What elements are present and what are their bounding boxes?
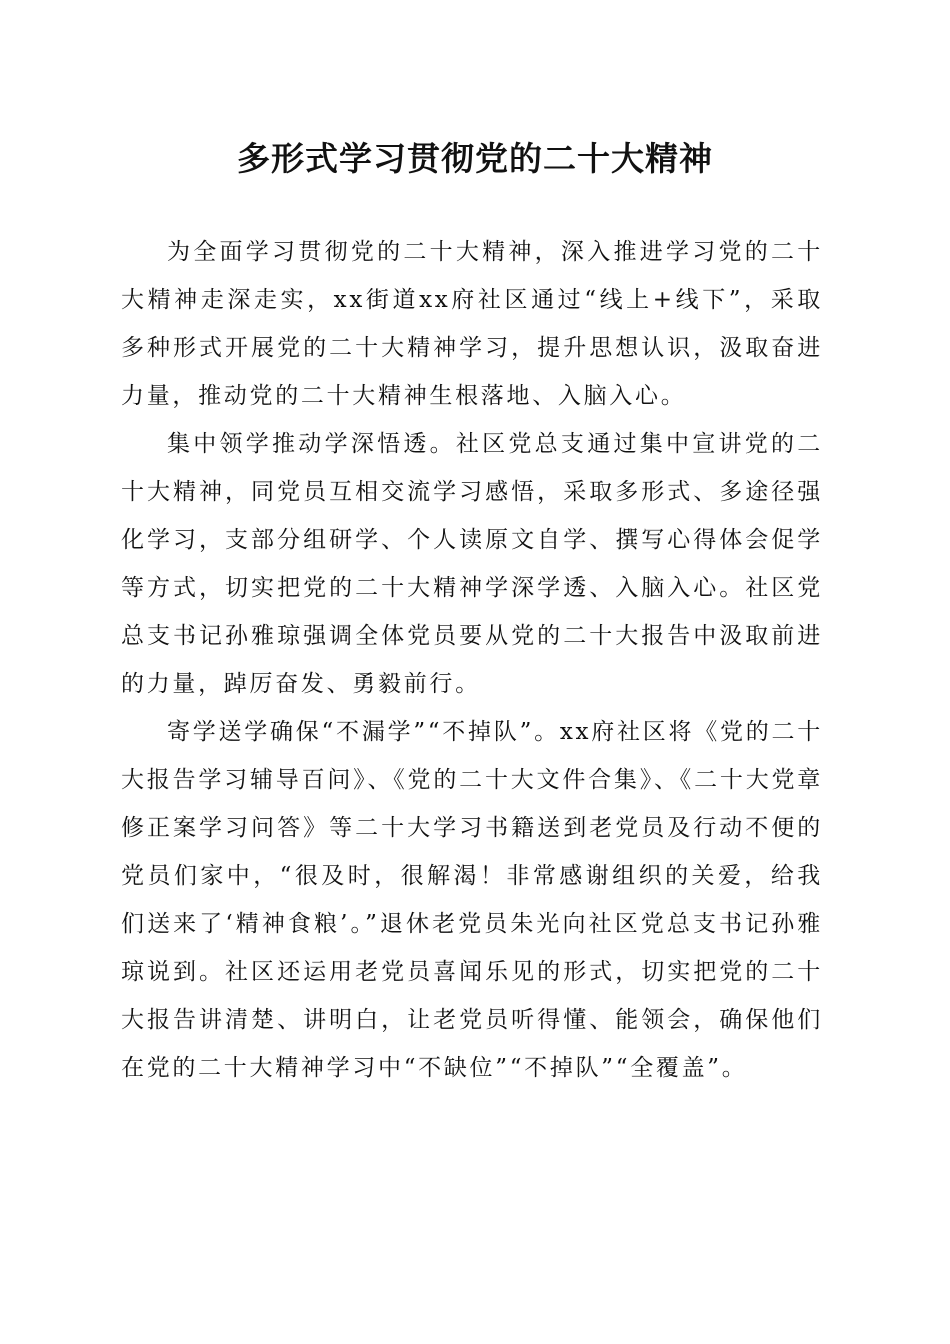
paragraph-centralized-study: 集中领学推动学深悟透。社区党总支通过集中宣讲党的二十大精神，同党员互相交流学习感悟，采取多形式、多途径强化学习，支部分组研学、个人读原文自学、撰写心得体会促学等方式，切实把党的二十大精神学深学透、入脑入心。社区党总支书记孙雅琼强调全体党员要从党的二十大报告中汲取前进的力量，踔厉奋发、勇毅前行。 <box>121 431 823 697</box>
document-body <box>121 228 823 1092</box>
document-title: 多形式学习贯彻党的二十大精神 <box>237 139 713 178</box>
paragraph-intro: 为全面学习贯彻党的二十大精神，深入推进学习党的二十大精神走深走实，xx街道xx府社区通过“线上+线下”，采取多种形式开展党的二十大精神学习，提升思想认识，汲取奋进力量，推动党的二十大精神生根落地、入脑入心。 <box>121 239 823 409</box>
paragraph-delivered-study: 寄学送学确保“不漏学”“不掉队”。xx府社区将《党的二十大报告学习辅导百问》、《党的二十大文件合集》、《二十大党章修正案学习问答》等二十大学习书籍送到老党员及行动不便的党员们家中，“很及时，很解渴！非常感谢组织的关爱，给我们送来了‘精神食粮’。”退休老党员朱光向社区党总支书记孙雅琼说到。社区还运用老党员喜闻乐见的形式，切实把党的二十大报告讲清楚、讲明白，让老党员听得懂、能领会，确保他们在党的二十大精神学习中“不缺位”“不掉队”“全覆盖”。 <box>121 719 823 1081</box>
